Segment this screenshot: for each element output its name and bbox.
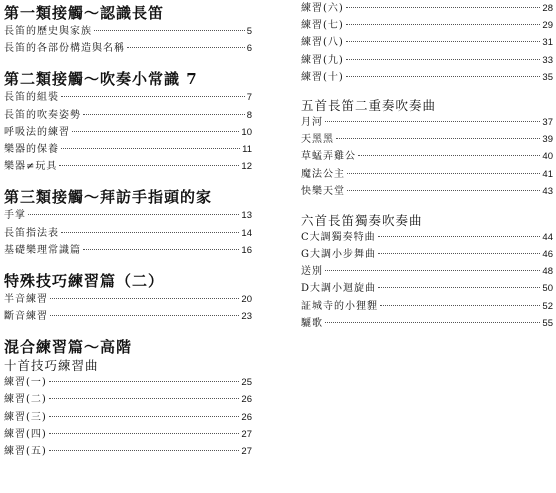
toc-entry (4, 291, 252, 308)
entry-page-number: 55 (542, 317, 553, 329)
toc-section (301, 212, 553, 332)
dot-leader (346, 59, 541, 60)
section-title: 第三類接觸～拜訪手指頭的家 (4, 188, 213, 207)
dot-leader (325, 322, 540, 323)
entry-page-number: 10 (241, 126, 252, 138)
section-subtitle: 十首技巧練習曲 (4, 358, 99, 374)
entry-label: 呼吸法的練習 (4, 126, 70, 138)
toc-entry (301, 131, 553, 148)
toc-entry (4, 374, 252, 391)
dot-leader (346, 24, 541, 25)
entry-label: 練習(十) (301, 71, 344, 83)
dot-leader (346, 7, 541, 8)
dot-leader (49, 433, 240, 434)
dot-leader (49, 381, 240, 382)
toc-entry (301, 263, 553, 280)
dot-leader (378, 287, 540, 288)
toc-section (4, 337, 252, 460)
toc-entry (4, 242, 252, 259)
toc-left-column (4, 0, 252, 460)
entry-label: 斷音練習 (4, 311, 48, 323)
entry-page-number: 27 (241, 428, 252, 440)
entry-page-number: 29 (542, 20, 553, 32)
toc-entry (301, 17, 553, 34)
entry-label: 練習(五) (4, 446, 47, 457)
toc-entry (4, 426, 252, 443)
entry-page-number: 48 (542, 266, 553, 278)
entry-page-number: 7 (246, 92, 252, 104)
dot-leader (347, 190, 540, 191)
dot-leader (346, 41, 541, 42)
entry-page-number: 16 (241, 244, 252, 256)
entry-label: 長笛的組裝 (4, 92, 59, 104)
toc-section (301, 97, 553, 200)
section-title: 五首長笛二重奏吹奏曲 (301, 97, 437, 113)
entry-label: 長笛的各部份構造與名稱 (4, 43, 125, 55)
dot-leader (378, 236, 541, 237)
entry-label: 魔法公主 (301, 168, 345, 180)
dot-leader (61, 148, 240, 149)
entry-label: 半音練習 (4, 293, 48, 305)
entry-label: 証城寺的小狸貍 (301, 300, 378, 312)
entry-page-number: 6 (246, 43, 252, 55)
dot-leader (59, 165, 239, 166)
entry-label: 基礎樂理常識篇 (4, 244, 81, 256)
dot-leader (94, 30, 245, 31)
toc-section (4, 69, 252, 175)
entry-label: 練習(八) (301, 37, 344, 49)
entry-page-number: 14 (241, 227, 252, 239)
dot-leader (347, 173, 540, 174)
entry-label: 練習(二) (4, 394, 47, 406)
toc-entry (4, 207, 252, 224)
toc-entry (301, 0, 553, 17)
dot-leader (49, 450, 240, 451)
dot-leader (49, 398, 240, 399)
entry-page-number: 5 (246, 26, 252, 37)
toc-entry (4, 23, 252, 40)
entry-page-number: 40 (542, 151, 553, 163)
entry-page-number: 11 (242, 143, 252, 155)
entry-page-number: 35 (542, 71, 553, 83)
entry-label: C大調獨奏特曲 (301, 231, 376, 243)
entry-page-number: 27 (241, 446, 252, 457)
toc-entry (301, 52, 553, 69)
entry-label: 驪歌 (301, 317, 323, 329)
toc-entry (301, 166, 553, 183)
entry-label: D大調小迴旋曲 (301, 283, 377, 295)
dot-leader (61, 232, 239, 233)
entry-page-number: 8 (246, 109, 252, 121)
toc-entry (301, 229, 553, 246)
toc-entry (301, 246, 553, 263)
entry-label: 天黑黑 (301, 134, 334, 146)
entry-label: 快樂天堂 (301, 185, 345, 197)
toc-entry (4, 89, 252, 106)
entry-page-number: 43 (542, 185, 553, 197)
dot-leader (127, 47, 245, 48)
dot-leader (336, 138, 540, 139)
entry-label: 月河 (301, 116, 323, 128)
dot-leader (325, 121, 540, 122)
entry-page-number: 26 (241, 394, 252, 406)
toc-entry (301, 69, 553, 86)
toc-entry (4, 391, 252, 408)
dot-leader (380, 305, 540, 306)
toc-right-column (301, 0, 553, 332)
entry-page-number: 31 (542, 37, 553, 49)
entry-label: 樂器≠玩具 (4, 161, 58, 173)
entry-label: 練習(三) (4, 411, 47, 423)
entry-label: 練習(六) (301, 3, 344, 14)
entry-label: 練習(九) (301, 54, 344, 66)
toc-entry (4, 308, 252, 325)
dot-leader (346, 76, 541, 77)
dot-leader (378, 253, 540, 254)
toc-section (4, 271, 252, 325)
section-title: 混合練習篇～高階 (4, 338, 133, 357)
entry-page-number: 41 (542, 168, 553, 180)
toc-entry (301, 114, 553, 131)
entry-label: 練習(一) (4, 377, 47, 389)
toc-entry (4, 107, 252, 124)
section-title: 特殊技巧練習篇（二） (4, 271, 165, 290)
entry-page-number: 44 (542, 231, 553, 243)
toc-entry (4, 443, 252, 460)
toc-section (4, 3, 252, 57)
entry-label: 草蜢弄雞公 (301, 151, 356, 163)
entry-page-number: 46 (542, 249, 553, 261)
toc-entry (4, 40, 252, 57)
dot-leader (50, 315, 239, 316)
entry-page-number: 39 (542, 134, 553, 146)
dot-leader (358, 155, 540, 156)
toc-entry (4, 225, 252, 242)
toc-entry (4, 124, 252, 141)
entry-label: 手掌 (4, 210, 26, 222)
dot-leader (50, 298, 239, 299)
entry-page-number: 12 (241, 161, 252, 173)
entry-label: 練習(四) (4, 428, 47, 440)
entry-label: 長笛的吹奏姿勢 (4, 109, 81, 121)
toc-entry (301, 315, 553, 332)
entry-page-number: 50 (542, 283, 553, 295)
section-title: 六首長笛獨奏吹奏曲 (301, 212, 423, 228)
dot-leader (83, 249, 239, 250)
entry-label: 長笛指法表 (4, 227, 59, 239)
toc-entry (301, 148, 553, 165)
entry-label: 長笛的歷史與家族 (4, 26, 92, 37)
toc-entry (301, 183, 553, 200)
entry-page-number: 23 (241, 311, 252, 323)
entry-label: 樂器的保養 (4, 143, 59, 155)
toc-entry (4, 158, 252, 175)
entry-page-number: 28 (542, 3, 553, 14)
toc-section (301, 0, 553, 86)
toc-entry (301, 280, 553, 297)
dot-leader (61, 96, 245, 97)
entry-page-number: 25 (241, 377, 252, 389)
dot-leader (72, 131, 239, 132)
dot-leader (28, 214, 239, 215)
toc-entry (301, 298, 553, 315)
toc-entry (4, 409, 252, 426)
entry-page-number: 20 (241, 293, 252, 305)
entry-page-number: 52 (542, 300, 553, 312)
entry-label: G大調小步舞曲 (301, 249, 376, 261)
entry-page-number: 37 (542, 116, 553, 128)
dot-leader (49, 416, 240, 417)
toc-entry (301, 34, 553, 51)
entry-label: 練習(七) (301, 20, 344, 32)
toc-entry (4, 141, 252, 158)
entry-page-number: 33 (542, 54, 553, 66)
entry-label: 送別 (301, 266, 323, 278)
section-title: 第一類接觸～認識長笛 (4, 4, 165, 22)
toc-section (4, 187, 252, 259)
dot-leader (83, 114, 245, 115)
section-title: 第二類接觸～吹奏小常識 7 (4, 70, 198, 89)
entry-page-number: 26 (241, 411, 252, 423)
dot-leader (325, 270, 540, 271)
entry-page-number: 13 (241, 210, 252, 222)
